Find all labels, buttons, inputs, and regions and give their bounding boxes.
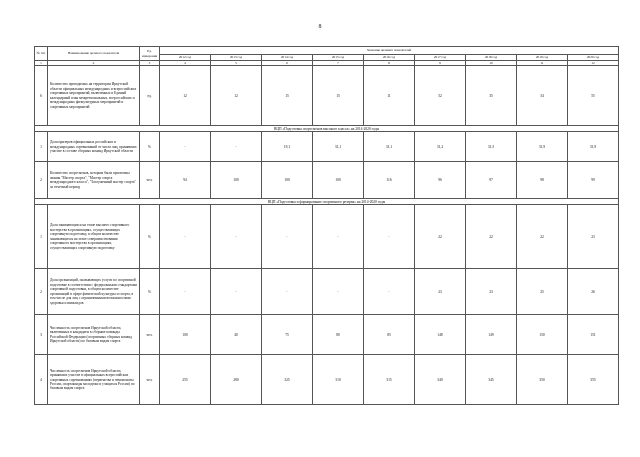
column-number: 1 xyxy=(35,61,48,66)
value-cell: - xyxy=(313,269,364,315)
value-cell: 23 xyxy=(466,269,517,315)
row-number: 3 xyxy=(35,315,48,355)
column-number: 11 xyxy=(517,61,568,66)
value-cell: 22 xyxy=(466,205,517,269)
column-number: 8 xyxy=(364,61,415,66)
table-row xyxy=(35,205,619,269)
value-cell: 15 xyxy=(262,66,313,126)
value-cell: - xyxy=(211,205,262,269)
page-number: 8 xyxy=(318,24,322,30)
indicator-name: Численность спортсменов Иркутской области, включенных в кандидаты в сборные команды Российской Федерации (спортивных сборных команд Иркутской области) по базовым видам спорта xyxy=(48,315,140,355)
value-cell: 35 xyxy=(466,66,517,126)
value-cell: 99 xyxy=(568,162,619,199)
value-cell: 12 xyxy=(160,66,211,126)
value-cell: 345 xyxy=(466,355,517,405)
value-cell: - xyxy=(211,132,262,162)
value-cell: 22 xyxy=(415,205,466,269)
year-header: 2016 год xyxy=(364,55,415,61)
year-header: 2020 год xyxy=(568,55,619,61)
table-row xyxy=(35,269,619,315)
value-cell: 151 xyxy=(568,315,619,355)
indicator-name: Количество спортсменов, которым были присвоены звания "Мастер спорта", "Мастер спорта международного класса", "Заслуженный мастер спорта" за отчетный период xyxy=(48,162,140,199)
column-number: 10 xyxy=(466,61,517,66)
unit-cell: % xyxy=(140,205,160,269)
value-cell: 85 xyxy=(364,315,415,355)
value-cell: 310 xyxy=(313,355,364,405)
value-cell: 19,1 xyxy=(262,132,313,162)
year-header: 2018 год xyxy=(466,55,517,61)
value-cell: 31,5 xyxy=(466,132,517,162)
value-cell: 15 xyxy=(313,66,364,126)
unit-cell: % xyxy=(140,132,160,162)
year-header: 2017 год xyxy=(415,55,466,61)
value-cell: - xyxy=(211,269,262,315)
value-cell: 80 xyxy=(313,315,364,355)
column-number: 5 xyxy=(211,61,262,66)
value-cell: - xyxy=(364,269,415,315)
column-number: 6 xyxy=(262,61,313,66)
value-cell: 355 xyxy=(568,355,619,405)
value-cell: 12 xyxy=(211,66,262,126)
value-cell: 325 xyxy=(262,355,313,405)
row-number: 6 xyxy=(35,66,48,126)
value-cell: 98 xyxy=(517,162,568,199)
value-cell: 148 xyxy=(415,315,466,355)
row-number: 2 xyxy=(35,269,48,315)
unit-cell: чел. xyxy=(140,162,160,199)
value-cell: - xyxy=(160,132,211,162)
value-cell: 280 xyxy=(211,355,262,405)
row-number: 2 xyxy=(35,162,48,199)
value-cell: 149 xyxy=(466,315,517,355)
value-cell: 34 xyxy=(517,66,568,126)
year-header: 2015 год xyxy=(313,55,364,61)
table-row xyxy=(35,315,619,355)
indicator-name: Доля занимающихся на этапе высшего спортивного мастерства в организациях, осуществляющих спортивную подготовку, в общем количестве занимающихся на этапе совершенствования спортивного мастерства в организациях, осуществляющих спортивную подготовку xyxy=(48,205,140,269)
value-cell: 55 xyxy=(568,66,619,126)
value-cell: 315 xyxy=(364,355,415,405)
value-cell: 75 xyxy=(262,315,313,355)
value-cell: 25 xyxy=(517,269,568,315)
value-cell: 100 xyxy=(262,162,313,199)
value-cell: 31,1 xyxy=(364,132,415,162)
column-number: 4 xyxy=(160,61,211,66)
value-cell: 26 xyxy=(568,269,619,315)
indicator-name: Доля организаций, оказывающих услуги по спортивной подготовке в соответствии с федеральными стандартами спортивной подготовки, в общем количестве организаций в сфере физической культуры и спорта, в том числе для лиц с ограниченными возможностями здоровья и инвалидов xyxy=(48,269,140,315)
unit-cell: % xyxy=(140,269,160,315)
value-cell: 96 xyxy=(415,162,466,199)
indicator-name: Количество проводимых на территории Иркутской области официальных международных и всероссийских спортивных мероприятий, включенных в Единый календарный план межрегиональных, всероссийских и международных физкультурных мероприятий и спортивных мероприятий xyxy=(48,66,140,126)
year-header: 2013 год xyxy=(211,55,262,61)
value-cell: 40 xyxy=(211,315,262,355)
column-number: 7 xyxy=(313,61,364,66)
value-cell: - xyxy=(262,269,313,315)
indicator-name: Численность спортсменов Иркутской области, принявших участие в официальных всероссийских спортивных соревнованиях (первенства и чемпионаты России, спартакиады молодежи и учащихся России) по базовым видам спорта xyxy=(48,355,140,405)
row-number: 1 xyxy=(35,132,48,162)
value-cell: - xyxy=(262,205,313,269)
table-row xyxy=(35,162,619,199)
value-cell: 31,1 xyxy=(313,132,364,162)
table-row xyxy=(35,66,619,126)
year-header: 2012 год xyxy=(160,55,211,61)
table-row xyxy=(35,132,619,162)
value-cell: 340 xyxy=(415,355,466,405)
value-cell: 31,9 xyxy=(517,132,568,162)
value-cell: 100 xyxy=(211,162,262,199)
unit-cell: чел. xyxy=(140,315,160,355)
value-cell: 116 xyxy=(364,162,415,199)
value-cell: 31,9 xyxy=(568,132,619,162)
value-cell: 52 xyxy=(415,66,466,126)
indicators-table xyxy=(34,46,619,405)
value-cell: 23 xyxy=(415,269,466,315)
value-cell: 11 xyxy=(364,66,415,126)
unit-cell: ед. xyxy=(140,66,160,126)
value-cell: - xyxy=(313,205,364,269)
value-cell: - xyxy=(160,205,211,269)
value-cell: 100 xyxy=(160,315,211,355)
header-unit: Ед. измерения xyxy=(140,47,160,61)
column-number: 9 xyxy=(415,61,466,66)
value-cell: 100 xyxy=(313,162,364,199)
value-cell: - xyxy=(364,205,415,269)
table-row xyxy=(35,355,619,405)
header-num: № п/п xyxy=(35,47,48,61)
row-number: 4 xyxy=(35,355,48,405)
column-number: 3 xyxy=(140,61,160,66)
year-header: 2019 год xyxy=(517,55,568,61)
unit-cell: чел. xyxy=(140,355,160,405)
value-cell: 350 xyxy=(517,355,568,405)
column-number: 2 xyxy=(48,61,140,66)
value-cell: 97 xyxy=(466,162,517,199)
year-header: 2014 год xyxy=(262,55,313,61)
header-name: Наименование целевого показателя xyxy=(48,47,140,61)
value-cell: 22 xyxy=(517,205,568,269)
value-cell: 150 xyxy=(517,315,568,355)
value-cell: - xyxy=(160,269,211,315)
indicator-name: Доля призеров официальных российских и международных соревнований от числа лиц, принявших участие в составе сборных команд Иркутской области xyxy=(48,132,140,162)
column-number: 12 xyxy=(568,61,619,66)
value-cell: 94 xyxy=(160,162,211,199)
value-cell: 255 xyxy=(160,355,211,405)
section-title: ВЦП «Подготовка спортсменов высокого класса» на 2014-2020 годы xyxy=(35,126,619,132)
value-cell: 31,2 xyxy=(415,132,466,162)
section-title: ВЦП «Подготовка и формирование спортивного резерва» на 2014-2020 годы xyxy=(35,199,619,205)
header-values: Значение целевых показателей xyxy=(160,47,619,55)
value-cell: 23 xyxy=(568,205,619,269)
row-number: 1 xyxy=(35,205,48,269)
